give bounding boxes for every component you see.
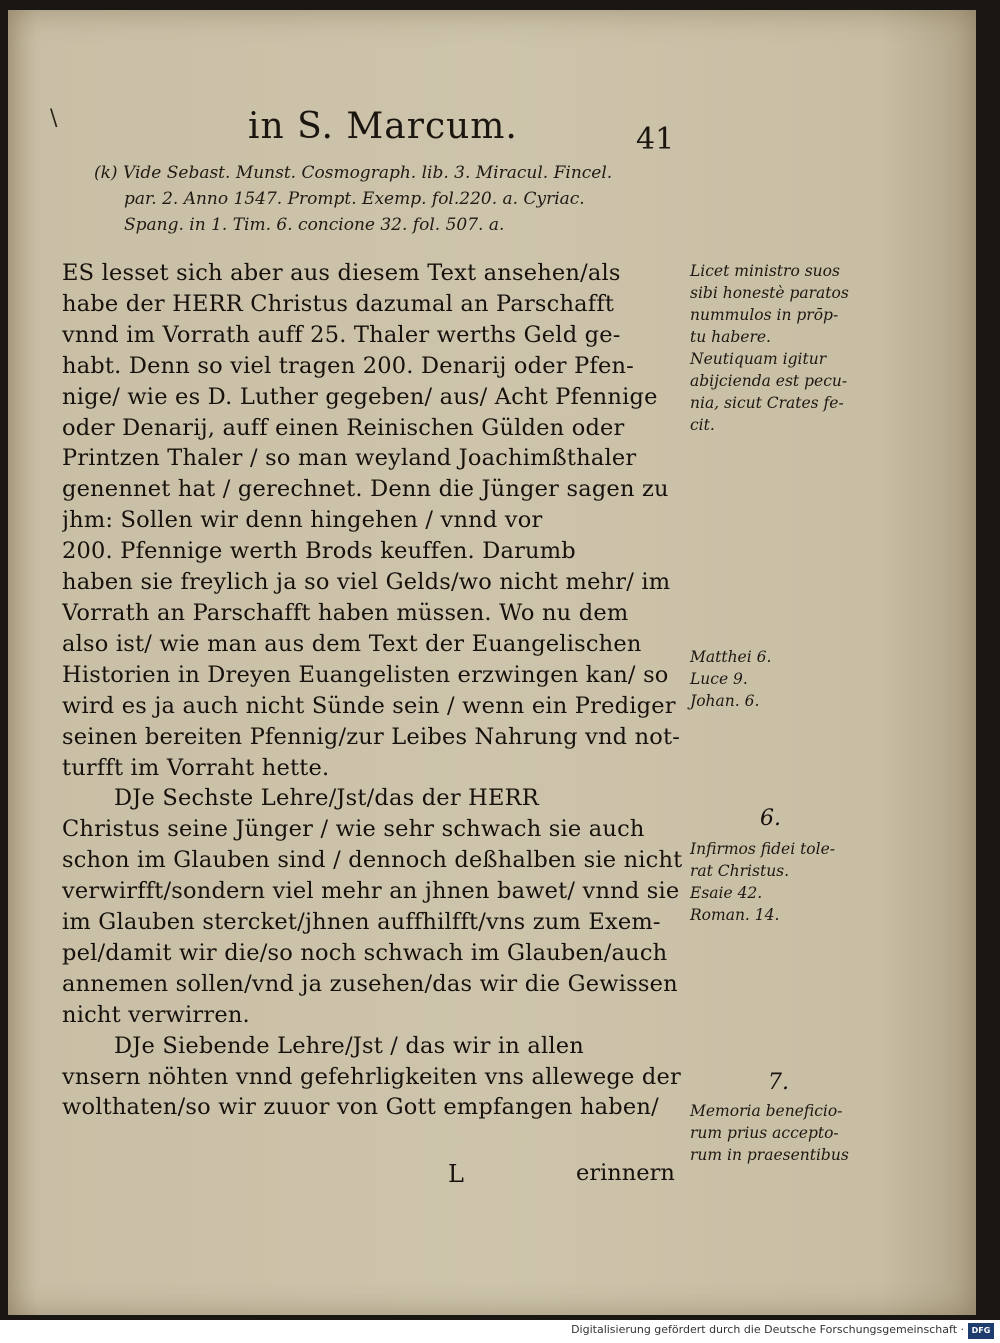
page-number: 41 <box>636 122 675 157</box>
text-line: habe der HERR Christus dazumal an Parschafft <box>62 290 615 317</box>
text-line: seinen bereiten Pfennig/zur Leibes Nahrung vnd not- <box>62 723 681 750</box>
margin-note-line: rum prius accepto- <box>690 1124 839 1142</box>
text-line: annemen sollen/vnd ja zusehen/das wir die Gewissen <box>62 970 678 997</box>
margin-note-line: Infirmos fidei tole- <box>690 840 836 858</box>
margin-note-line: rum in praesentibus <box>690 1146 849 1164</box>
margin-note-line: tu habere. <box>690 328 771 346</box>
footnote-line: Spang. in 1. Tim. 6. concione 32. fol. 507. a. <box>124 215 505 235</box>
text-line: Historien in Dreyen Euangelisten erzwingen kan/ so <box>62 661 669 688</box>
text-line: nige/ wie es D. Luther gegeben/ aus/ Acht Pfennige <box>62 383 658 410</box>
section-number-7: 7. <box>768 1070 789 1095</box>
margin-note-line: rat Christus. <box>690 862 790 880</box>
margin-note-line: cit. <box>690 416 715 434</box>
margin-note-line: Memoria beneficio- <box>690 1102 843 1120</box>
text-line: jhm: Sollen wir denn hingehen / vnnd vor <box>62 507 543 534</box>
text-line: genennet hat / gerechnet. Denn die Jünger sagen zu <box>62 476 669 503</box>
margin-note-2 <box>690 646 771 712</box>
main-text <box>62 258 692 1123</box>
text-line: pel/damit wir die/so noch schwach im Glauben/auch <box>62 939 668 966</box>
text-line: oder Denarij, auff einen Reinischen Gülden oder <box>62 414 625 441</box>
section-number-6: 6. <box>760 806 781 831</box>
text-line: ES lesset sich aber aus diesem Text ansehen/als <box>62 260 621 286</box>
running-head: in S. Marcum. <box>248 106 518 147</box>
text-line: vnnd im Vorrath auff 25. Thaler werths Geld ge- <box>62 321 621 348</box>
margin-note-4 <box>690 1100 849 1166</box>
text-line: im Glauben stercket/jhnen auffhilfft/vns zum Exem- <box>62 909 661 936</box>
text-line: Vorrath an Parschafft haben müssen. Wo nu dem <box>62 599 629 626</box>
margin-note-line: Neutiquam igitur <box>690 350 827 368</box>
text-line: Printzen Thaler / so man weyland Joachimßthaler <box>62 445 637 472</box>
footnote-line: (k) Vide Sebast. Munst. Cosmograph. lib. 3. Miracul. Fincel. <box>94 163 613 183</box>
margin-note-line: nia, sicut Crates fe- <box>690 394 844 412</box>
signature-mark: L <box>448 1160 464 1188</box>
book-page <box>8 10 976 1315</box>
margin-note-line: Luce 9. <box>690 670 748 688</box>
credit-bar <box>0 1320 1000 1343</box>
margin-note-line: Esaie 42. <box>690 884 763 902</box>
credit-text: Digitalisierung gefördert durch die Deutsche Forschungsgemeinschaft · <box>571 1323 964 1336</box>
margin-note-line: abijcienda est pecu- <box>690 372 848 390</box>
text-line: schon im Glauben sind / dennoch deßhalben sie nicht <box>62 847 683 874</box>
margin-note-line: Matthei 6. <box>690 648 772 666</box>
margin-note-3 <box>690 838 835 926</box>
text-line: also ist/ wie man aus dem Text der Euangelischen <box>62 630 642 657</box>
margin-note-line: sibi honestè paratos <box>690 284 849 302</box>
text-line: wird es ja auch nicht Sünde sein / wenn ein Prediger <box>62 692 676 719</box>
tick-mark: \ <box>50 106 58 131</box>
text-line: wolthaten/so wir zuuor von Gott empfangen haben/ <box>62 1094 659 1121</box>
dfg-logo-icon: DFG <box>968 1323 994 1339</box>
text-line: turfft im Vorraht hette. <box>62 754 330 781</box>
text-line: haben sie freylich ja so viel Gelds/wo nicht mehr/ im <box>62 569 671 596</box>
margin-note-line: nummulos in prōp- <box>690 306 839 324</box>
text-line: verwirfft/sondern viel mehr an jhnen bawet/ vnnd sie <box>62 878 680 905</box>
catchword: erinnern <box>576 1160 675 1186</box>
text-line: vnsern nöhten vnnd gefehrligkeiten vns allewege der <box>62 1063 681 1090</box>
text-line: Christus seine Jünger / wie sehr schwach sie auch <box>62 816 645 843</box>
margin-note-line: Roman. 14. <box>690 906 780 924</box>
text-line: nicht verwirren. <box>62 1001 250 1028</box>
margin-note-line: Licet ministro suos <box>690 262 840 280</box>
text-line: habt. Denn so viel tragen 200. Denarij oder Pfen- <box>62 352 634 379</box>
paragraph-start-line: DJe Sechste Lehre/Jst/das der HERR <box>114 785 539 812</box>
margin-note-1 <box>690 260 849 436</box>
paragraph-start-line: DJe Siebende Lehre/Jst / das wir in allen <box>114 1032 584 1059</box>
footnote-line: par. 2. Anno 1547. Prompt. Exemp. fol.220. a. Cyriac. <box>124 189 585 209</box>
footnote <box>94 160 694 238</box>
margin-note-line: Johan. 6. <box>690 692 760 710</box>
text-line: 200. Pfennige werth Brods keuffen. Darumb <box>62 538 576 565</box>
